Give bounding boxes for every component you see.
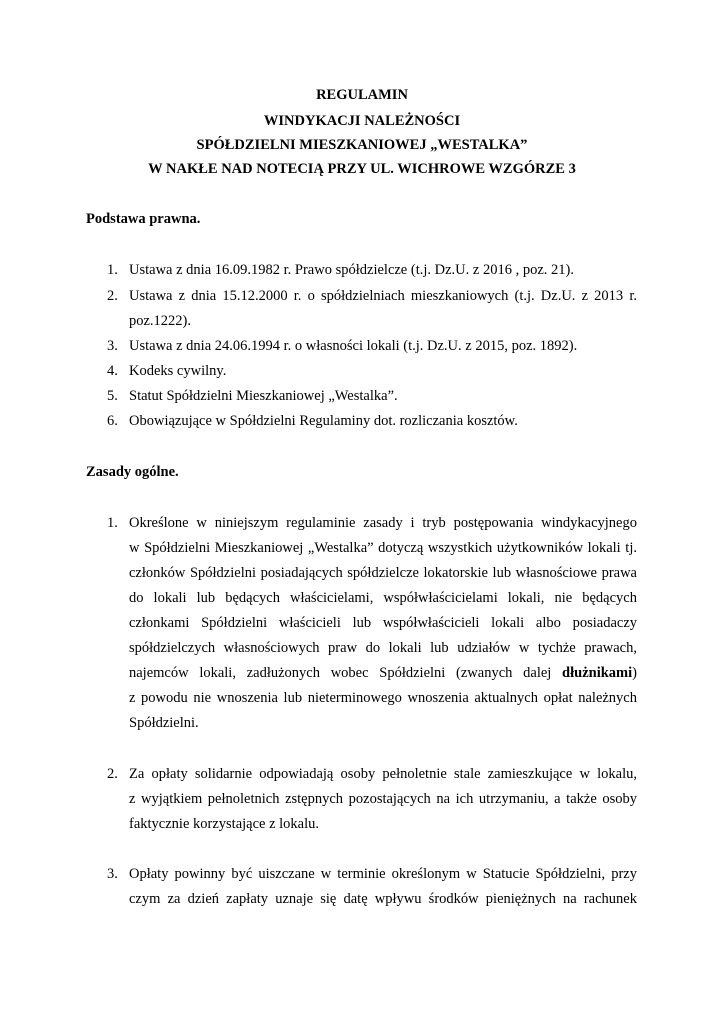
list-item-number: 5. <box>107 388 118 404</box>
general-rules-heading: Zasady ogólne. <box>86 464 179 480</box>
paragraph-line: członkami Spółdzielni właścicieli lub współwłaścicieli lokali albo posiadaczy <box>129 615 637 631</box>
list-item-text: Ustawa z dnia 16.09.1982 r. Prawo spółdzielcze (t.j. Dz.U. z 2016 , poz. 21). <box>129 262 574 278</box>
paragraph-line: faktycznie korzystające z lokalu. <box>129 816 320 832</box>
document-title-line-4: W NAKŁE NAD NOTECIĄ PRZY UL. WICHROWE WZGÓRZE 3 <box>148 161 576 177</box>
list-item-text: poz.1222). <box>129 313 192 329</box>
paragraph-line: czym za dzień zapłaty uznaje się datę wpływu środków pieniężnych na rachunek <box>129 891 637 907</box>
list-item-text: Ustawa z dnia 24.06.1994 r. o własności lokali (t.j. Dz.U. z 2015, poz. 1892). <box>129 338 578 354</box>
paragraph-line: w Spółdzielni Mieszkaniowej „Westalka” dotyczą wszystkich użytkowników lokali tj. <box>129 540 637 556</box>
document-title-line-1: REGULAMIN <box>316 87 408 103</box>
paragraph-line <box>129 665 637 682</box>
paragraph-line: z powodu nie wnoszenia lub nieterminowego wnoszenia aktualnych opłat należnych <box>129 690 637 706</box>
paragraph-text: najemców lokali, zadłużonych wobec Spółdzielni (zwanych dalej <box>129 665 563 681</box>
paragraph-text: ) <box>632 665 637 681</box>
list-item-text: Kodeks cywilny. <box>129 363 227 379</box>
paragraph-line: do lokali lub będących właścicielami, współwłaścicielami lokali, nie będących <box>129 590 637 606</box>
list-item-number: 3. <box>107 866 118 882</box>
paragraph-line: Spółdzielni. <box>129 715 199 731</box>
paragraph-line: członków Spółdzielni posiadających spółdzielcze lokatorskie lub własnościowe prawa <box>129 565 637 581</box>
list-item-text: Ustawa z dnia 15.12.2000 r. o spółdzielniach mieszkaniowych (t.j. Dz.U. z 2013 r. <box>129 288 637 304</box>
paragraph-line: z wyjątkiem pełnoletnich zstępnych pozostających na ich utrzymaniu, a także osoby <box>129 791 637 807</box>
list-item-number: 1. <box>107 515 118 531</box>
list-item-number: 1. <box>107 262 118 278</box>
paragraph-line: Opłaty powinny być uiszczane w terminie określonym w Statucie Spółdzielni, przy <box>129 866 637 882</box>
list-item-number: 2. <box>107 288 118 304</box>
list-item-text: Statut Spółdzielni Mieszkaniowej „Westalka”. <box>129 388 398 404</box>
list-item-number: 6. <box>107 413 118 429</box>
legal-basis-heading: Podstawa prawna. <box>86 211 201 227</box>
list-item-number: 2. <box>107 766 118 782</box>
document-title-line-3: SPÓŁDZIELNI MIESZKANIOWEJ „WESTALKA” <box>196 137 528 153</box>
paragraph-line: spółdzielczych własnościowych praw do lokali lub udziałów w tychże prawach, <box>129 640 637 656</box>
list-item-number: 4. <box>107 363 118 379</box>
debtors-term: dłużnikami <box>562 665 633 681</box>
document-title-line-2: WINDYKACJI NALEŻNOŚCI <box>263 113 461 129</box>
list-item-text: Obowiązujące w Spółdzielni Regulaminy dot. rozliczania kosztów. <box>129 413 518 429</box>
list-item-number: 3. <box>107 338 118 354</box>
paragraph-line: Określone w niniejszym regulaminie zasady i tryb postępowania windykacyjnego <box>129 515 637 531</box>
paragraph-line: Za opłaty solidarnie odpowiadają osoby pełnoletnie stale zamieszkujące w lokalu, <box>129 766 637 782</box>
